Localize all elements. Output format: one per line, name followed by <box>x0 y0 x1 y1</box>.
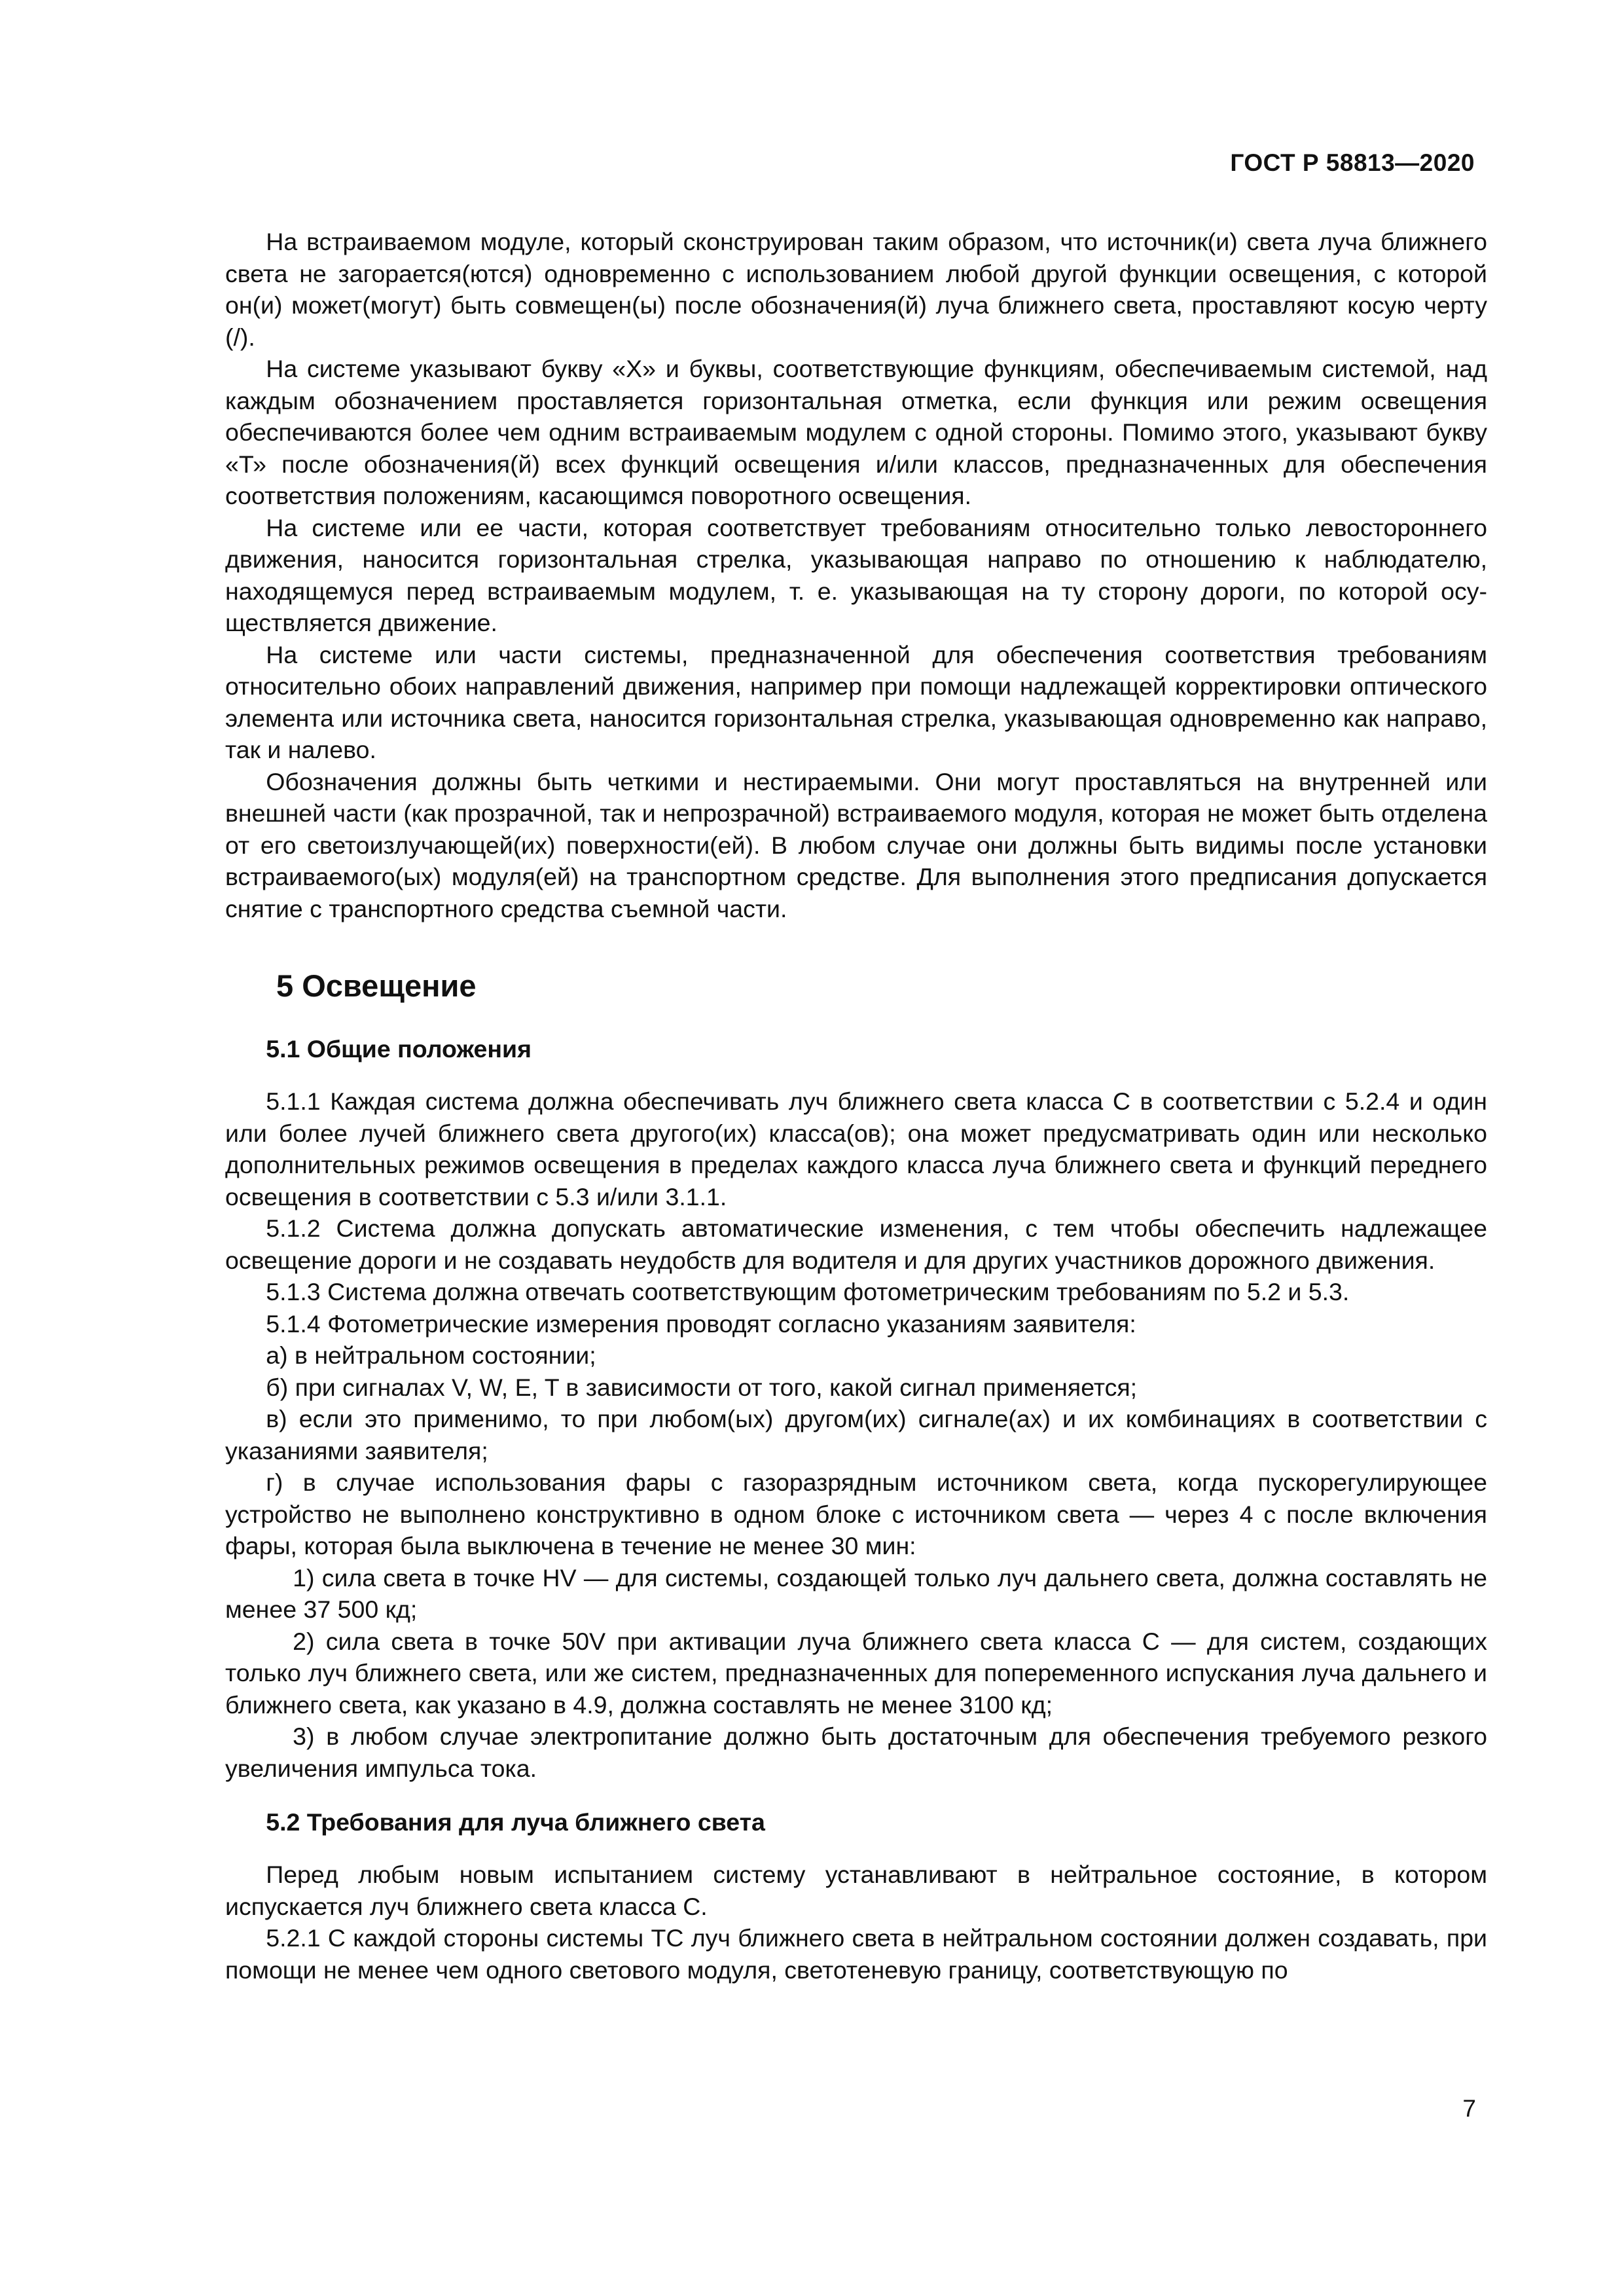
subsection-heading: 5.1 Общие положения <box>266 1035 532 1063</box>
paragraph: На системе или ее части, которая соответствует требованиям относительно только левостороннего движения, наносится горизонтальная стрелка, указывающая направо по отношению к наблюдателю, находящемуся перед встраиваемым модулем, т. е. указывающая на ту сторону дороги, по которой осуществляется движение. <box>225 513 1487 636</box>
paragraph: 5.1.2 Система должна допускать автоматические изменения, с тем чтобы обеспечить надлежащее освещение дороги и не создавать неудобств для водителя и для других участников дорожного движения. <box>225 1214 1487 1274</box>
paragraph: 5.1.1 Каждая система должна обеспечивать луч ближнего света класса С в соответствии с 5.2.4 и один или более лучей ближнего света другого(их) класса(ов); она может предусматривать один или несколько дополнительных режимов освещения в пределах каждого класса луча ближнего света и функций переднего освещения в соответствии с 5.3 и/или 3.1.1. <box>225 1087 1487 1211</box>
nested-list-item: 1) сила света в точке HV — для системы, создающей только луч дальнего света, должна составлять не менее 37 500 кд; <box>225 1563 1487 1623</box>
paragraph: На встраиваемом модуле, который сконструирован таким образом, что источник(и) света луча ближнего света не загорается(ются) одновременно с использованием любой другой функции освещения, с которой он(и) может(могут) быть совмещен(ы) после обозначения(й) луча ближнего света, проставляют косую черту (/). <box>225 228 1487 351</box>
paragraph: На системе указывают букву «X» и буквы, соответствующие функциям, обеспечиваемым системой, над каждым обозначением проставляется горизонтальная отметка, если функция или режим освещения обеспечиваются более чем одним встраиваемым модулем с одной стороны. Помимо этого, указывают букву «Т» после обозначения(й) всех функций освещения и/или классов, предназначенных для обеспечения соответствия положениям, касающимся поворотного освещения. <box>225 355 1487 509</box>
page-number: 7 <box>1462 2095 1476 2122</box>
nested-list-item: 2) сила света в точке 50V при активации луча ближнего света класса С — для систем, создающих только луч ближнего света, или же систем, предназначенных для попеременного испускания луча дальнего и ближнего света, как указано в 4.9, должна составлять не менее 3100 кд; <box>225 1627 1487 1719</box>
section-heading: 5 Освещение <box>276 968 477 1003</box>
list-item: в) если это применимо, то при любом(ых) другом(их) сигнале(ах) и их комбинациях в соответствии с указаниями заявителя; <box>225 1405 1487 1465</box>
list-item: б) при сигналах V, W, E, T в зависимости от того, какой сигнал применяется; <box>266 1373 1138 1401</box>
subsection-heading: 5.2 Требования для луча ближнего света <box>266 1808 765 1836</box>
list-item: г) в случае использования фары с газоразрядным источником света, когда пускорегулирующее устройство не выполнено конструктивно в одном блоке с источником света — через 4 с после включения фары, которая была выключена в течение не менее 30 мин: <box>225 1468 1487 1559</box>
paragraph: 5.2.1 С каждой стороны системы ТС луч ближнего света в нейтральном состоянии должен создавать, при помощи не менее чем одного светового модуля, светотеневую границу, соответствующую по <box>225 1924 1487 1984</box>
paragraph: Перед любым новым испытанием систему устанавливают в нейтральное состояние, в котором испускается луч ближнего света класса С. <box>225 1861 1487 1920</box>
paragraph: 5.1.3 Система должна отвечать соответствующим фотометрическим требованиям по 5.2 и 5.3. <box>266 1278 1350 1305</box>
paragraph: На системе или части системы, предназначенной для обеспечения соответствия требованиям относительно обоих направлений движения, например при помощи надлежащей корректировки оптического элемента или источника света, наносится горизонтальная стрелка, указывающая одновременно как направо, так и налево. <box>225 640 1487 763</box>
page-content <box>225 226 1487 1986</box>
document-header: ГОСТ Р 58813—2020 <box>1230 149 1475 176</box>
paragraph: 5.1.4 Фотометрические измерения проводят согласно указаниям заявителя: <box>266 1309 1136 1338</box>
list-item: а) в нейтральном состоянии; <box>266 1341 596 1369</box>
nested-list-item: 3) в любом случае электропитание должно быть достаточным для обеспечения требуемого резкого увеличения импульса тока. <box>225 1722 1487 1782</box>
paragraph: Обозначения должны быть четкими и нестираемыми. Они могут проставляться на внутренней или внешней части (как прозрачной, так и непрозрачной) встраиваемого модуля, которая не может быть отделена от его светоизлучающей(их) поверхности(ей). В любом случае они должны быть видимы после установки встраиваемого(ых) модуля(ей) на транспортном средстве. Для выполнения этого предписания допускается снятие с транспортного средства съемной части. <box>225 767 1487 922</box>
